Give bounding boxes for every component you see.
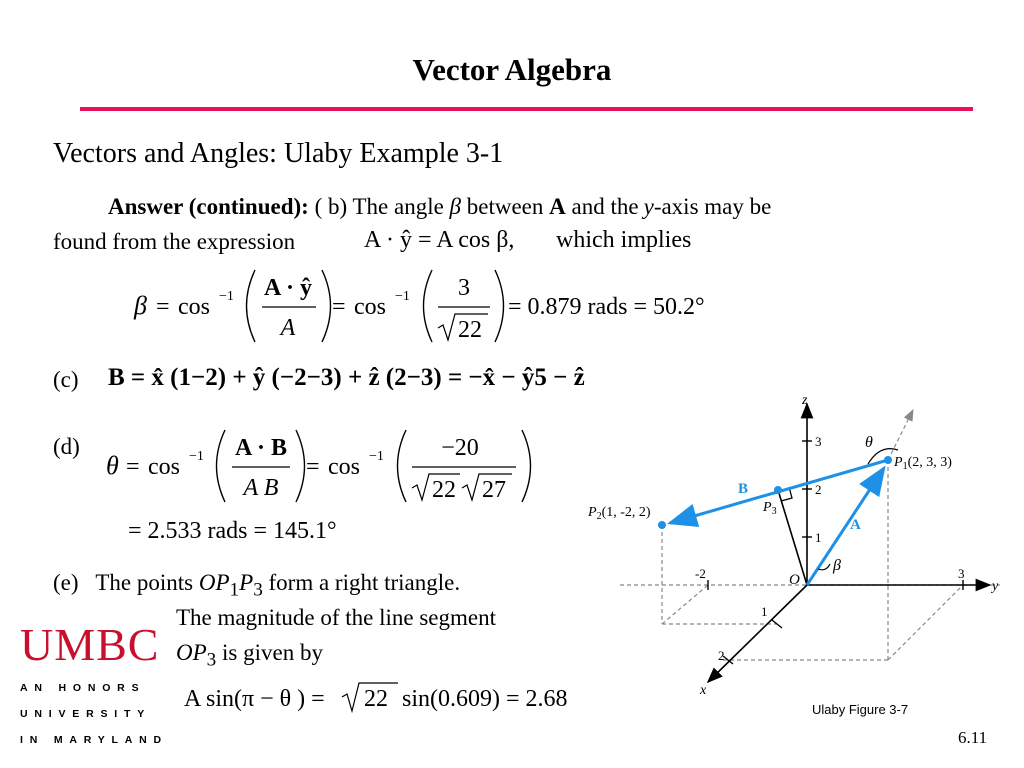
between-text: between xyxy=(466,194,544,219)
dashed-guides xyxy=(620,410,1000,660)
axis-labels xyxy=(695,393,999,698)
vector-a-label: A xyxy=(850,517,861,533)
theta-extension xyxy=(888,410,913,460)
z-tick-3: 3 xyxy=(815,434,822,449)
given-by-text: is given by xyxy=(222,640,323,665)
p2-label: $P_2(1$, -2, 2) xyxy=(588,505,651,522)
part-c-equation: B = x̂ (1−2) + ŷ (−2−3) + ẑ (2−3) = −x̂ − ŷ5 − ẑ xyxy=(108,364,585,391)
eq-theta-frac1-den: A B xyxy=(243,475,279,501)
eq-theta-equals-2: = xyxy=(306,454,320,480)
page-number: 6.11 xyxy=(958,728,988,747)
eq-beta-equals-2: = xyxy=(332,294,346,320)
eq-beta-frac1-num: A · ŷ xyxy=(263,275,313,301)
eq-theta-cos-1: cos xyxy=(148,454,180,480)
paren-left-2 xyxy=(424,270,433,342)
eq-beta-inv-1: −1 xyxy=(219,289,234,304)
paren-left-3 xyxy=(217,430,226,502)
point-p2 xyxy=(658,521,666,529)
beta-label: β xyxy=(833,557,841,574)
eq-beta-equals: = xyxy=(156,294,170,320)
axis-text: -axis may be xyxy=(653,194,772,219)
eq-beta-cos-2: cos xyxy=(354,294,386,320)
logo-line-3: IN MARYLAND xyxy=(20,734,168,746)
point-p1 xyxy=(884,456,892,464)
eq-theta-frac2-den-a: 22 xyxy=(432,477,456,503)
z-axis-label: z xyxy=(802,393,808,408)
op3-symbol: OP xyxy=(176,640,207,665)
answer-label: Answer (continued): xyxy=(108,194,309,219)
vector-a-symbol: A xyxy=(549,194,566,219)
eq-beta-cos-1: cos xyxy=(178,294,210,320)
theta-label: θ xyxy=(865,434,873,451)
vector-b-label: B xyxy=(738,481,749,497)
eq-mag-rad: 22 xyxy=(364,686,388,712)
eq-theta-frac2-den-b: 27 xyxy=(482,477,506,503)
eq-beta-frac2-den: 22 xyxy=(458,317,482,343)
part-e-line-1 xyxy=(53,570,460,602)
paren-right-2 xyxy=(495,270,504,342)
beta-symbol: β xyxy=(449,194,462,219)
p3-label: $P_3$ xyxy=(763,500,777,517)
umbc-logo xyxy=(20,619,168,746)
expression-dot-product: A · ŷ = A cos β, xyxy=(364,227,515,253)
sub-3: 3 xyxy=(253,579,263,601)
part-d-label: (d) xyxy=(53,434,80,459)
y-tick-3: 3 xyxy=(958,566,965,581)
part-c-label: (c) xyxy=(53,367,79,392)
origin-label: O xyxy=(789,572,800,588)
eq-theta-inv-1: −1 xyxy=(189,449,204,464)
eq-theta-cos-2: cos xyxy=(328,454,360,480)
figure-caption: Ulaby Figure 3-7 xyxy=(812,702,909,717)
part-d-result: = 2.533 rads = 145.1° xyxy=(128,518,337,544)
paren-right-1 xyxy=(322,270,331,342)
part-b-text: ( b) The angle xyxy=(314,194,444,219)
eq-mag-lhs: A sin(π − θ ) = xyxy=(184,686,325,712)
x-tick-1: 1 xyxy=(761,604,768,619)
equation-theta xyxy=(96,422,556,512)
p1-label: $P_1(2$, 3, 3) xyxy=(894,455,952,472)
paren-right-3 xyxy=(296,430,305,502)
eq-mag-rhs: sin(0.609) = 2.68 xyxy=(402,686,568,712)
found-from-text: found from the expression xyxy=(53,229,296,254)
op-symbol: OP xyxy=(198,570,230,595)
eq-theta-frac1-num: A · B xyxy=(234,435,288,461)
p-symbol: P xyxy=(239,570,254,595)
paren-left-4 xyxy=(398,430,407,502)
which-implies-text: which implies xyxy=(556,227,692,253)
x-axis-label: x xyxy=(700,683,707,698)
eq-theta-lhs: θ xyxy=(106,451,119,480)
x-axis xyxy=(708,585,807,682)
equation-magnitude xyxy=(180,675,610,719)
paren-right-4 xyxy=(522,430,531,502)
point-p3 xyxy=(774,486,782,494)
p1-to-y xyxy=(888,585,963,660)
equation-beta xyxy=(120,262,780,352)
right-triangle-text: form a right triangle. xyxy=(268,570,461,595)
y-tick-neg2: -2 xyxy=(695,566,706,581)
part-e-label: (e) xyxy=(53,570,79,595)
paren-left-1 xyxy=(247,270,256,342)
eq-beta-lhs: β xyxy=(134,291,147,320)
logo-wordmark: UMBC xyxy=(20,619,160,670)
logo-line-1: AN HONORS xyxy=(20,682,146,694)
eq-beta-result: = 0.879 rads = 50.2° xyxy=(508,294,705,320)
eq-beta-frac2-num: 3 xyxy=(458,275,470,301)
eq-beta-inv-2: −1 xyxy=(395,289,410,304)
slide-title: Vector Algebra xyxy=(412,52,612,87)
slide-subtitle: Vectors and Angles: Ulaby Example 3-1 xyxy=(53,138,504,169)
answer-line-1 xyxy=(108,194,771,220)
vector-figure xyxy=(580,392,1000,702)
eq-theta-inv-2: −1 xyxy=(369,449,384,464)
eq-theta-equals: = xyxy=(126,454,140,480)
answer-line-2 xyxy=(53,229,295,255)
eq-theta-frac2-num: −20 xyxy=(441,435,479,461)
y-symbol: y xyxy=(643,194,654,219)
p2-to-y xyxy=(662,585,708,624)
z-tick-2: 2 xyxy=(815,482,822,497)
logo-line-2: UNIVERSITY xyxy=(20,708,152,720)
z-tick-1: 1 xyxy=(815,530,822,545)
op3-sub: 3 xyxy=(206,649,217,671)
part-e-points-text: The points xyxy=(95,570,194,595)
title-divider xyxy=(80,107,973,111)
x-tick-2: 2 xyxy=(718,648,725,663)
y-axis-label: y xyxy=(992,579,999,594)
and-the-text: and the xyxy=(571,194,639,219)
part-e-line-3 xyxy=(176,640,323,672)
eq-beta-frac1-den: A xyxy=(280,315,296,341)
part-e-line-2: The magnitude of the line segment xyxy=(176,605,496,630)
sub-1: 1 xyxy=(229,579,240,601)
